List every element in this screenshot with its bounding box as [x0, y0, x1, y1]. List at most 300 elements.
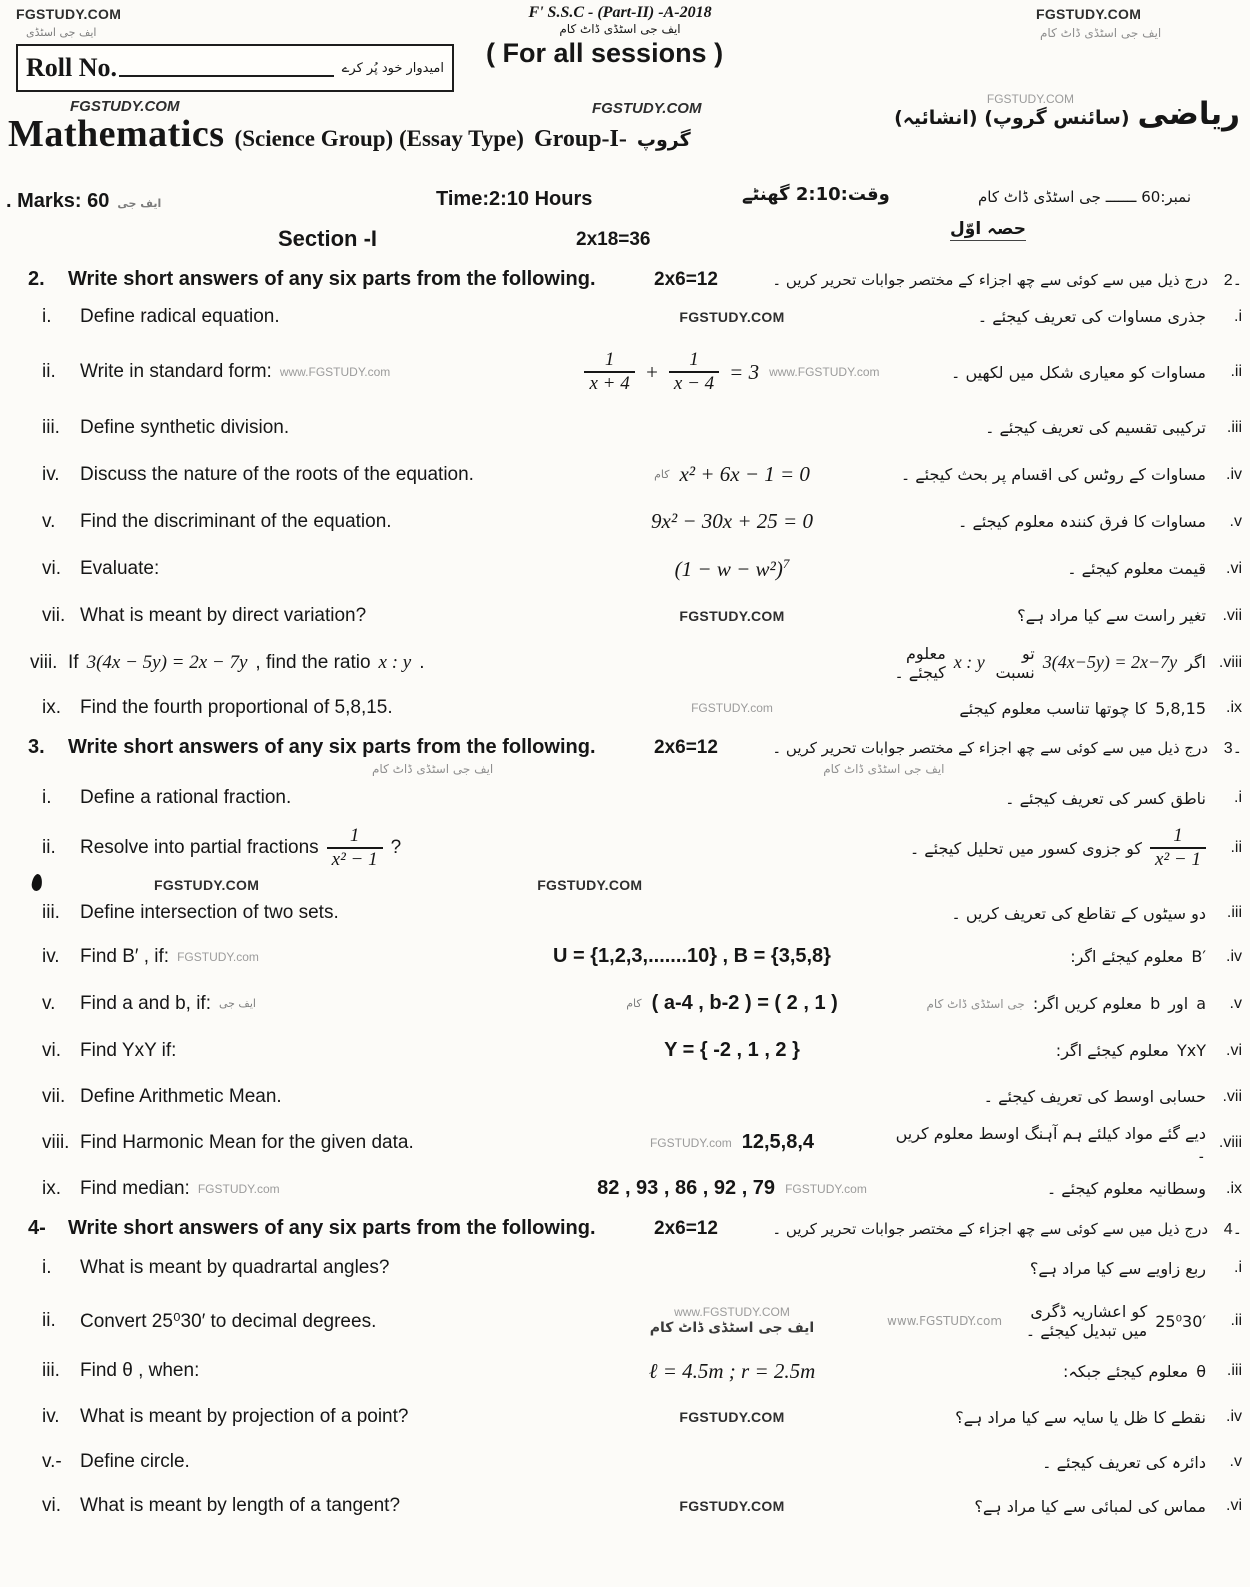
part-text-ur: مساوات کے روٹس کی اقسام پر بحث کیجئے ۔	[900, 465, 1206, 484]
part-text-ur: مساوات کو معیاری شکل میں لکھیں ۔	[951, 362, 1206, 382]
fraction	[669, 349, 719, 395]
time-allowed: Time:2:10 Hours	[436, 188, 593, 210]
exam-code-urdu: ایف جی اسٹڈی ڈاٹ کام	[559, 22, 681, 36]
numerator: 1	[349, 825, 360, 847]
part-english	[4, 464, 577, 486]
part-urdu	[887, 606, 1246, 625]
part-num: i.	[42, 787, 52, 808]
part-urdu	[887, 1362, 1246, 1381]
q4-part-ii	[4, 1294, 1246, 1348]
watermark-urdu-top-right: ایف جی اسٹڈی ڈاٹ کام	[1040, 26, 1162, 40]
part-english	[4, 1360, 577, 1382]
part-english	[4, 1451, 577, 1473]
part-num: v.	[42, 510, 56, 532]
part-english	[4, 946, 497, 968]
part-math	[577, 1131, 887, 1154]
part-text-ur: معلوم کیجئے ۔	[894, 643, 946, 682]
part-num-ur: i.	[1233, 307, 1242, 325]
watermark-stack	[650, 1305, 814, 1336]
part-num-ur: i.	[1233, 1259, 1242, 1276]
watermark-fgstudy-row-mid: FGSTUDY.COM	[592, 100, 702, 117]
part-num-ur: iv.	[1225, 1408, 1242, 1425]
part-urdu	[887, 789, 1246, 808]
watermark-row	[4, 761, 1246, 777]
part-text-en: Find YxY if:	[80, 1039, 177, 1061]
watermark-fgstudy-top-left: FGSTUDY.COM	[16, 6, 122, 22]
q3-part-ii	[4, 819, 1246, 877]
part-num: iii.	[42, 1360, 60, 1381]
part-num: iv.	[42, 463, 60, 485]
part-num: iii.	[42, 902, 60, 923]
part-urdu	[887, 699, 1246, 718]
part-text-en: Find the fourth proportional of 5,8,15.	[80, 697, 393, 718]
part-math	[577, 509, 887, 534]
part-num: vi.	[42, 557, 61, 579]
watermark-fgstudy: FGSTUDY.COM	[679, 1498, 785, 1514]
q2-part-vii	[4, 592, 1246, 639]
fraction	[327, 825, 383, 871]
math-expression: ( a-4 , b-2 ) = ( 2 , 1 )	[651, 992, 838, 1014]
paper-title-urdu	[890, 96, 1240, 132]
part-num: iv.	[42, 945, 60, 967]
part-text-en: What is meant by direct variation?	[80, 604, 367, 626]
roll-no-label: Roll No.	[26, 53, 117, 82]
part-text-ur: مماس کی لمبائی سے کیا مراد ہے؟	[974, 1496, 1206, 1516]
part-text-ur: معلوم کیجئے اگر:	[1070, 947, 1184, 966]
watermark-fgstudy-top-right: FGSTUDY.COM	[1036, 6, 1142, 22]
exam-code: F' S.S.C - (Part-II) -A-2018	[528, 4, 712, 21]
part-num-ur: v.	[1229, 1453, 1242, 1470]
q3-part-i	[4, 777, 1246, 819]
math-symbol: YxY	[1176, 1041, 1206, 1060]
part-text-ur: قیمت معلوم کیجئے ۔	[1067, 559, 1206, 578]
part-urdu	[887, 1087, 1246, 1106]
part-urdu	[887, 947, 1246, 966]
part-text-ur: تغیر راست سے کیا مراد ہے؟	[1017, 606, 1206, 625]
part-num-ur: viii.	[1218, 653, 1242, 671]
part-text-ur: دیے گئے مواد کیلئے ہم آہنگ اوسط معلوم کریں ۔	[895, 1123, 1206, 1162]
part-num: iii.	[42, 416, 60, 438]
part-english	[4, 605, 577, 627]
watermark-fgstudy: FGSTUDY.COM	[154, 877, 260, 893]
part-math	[577, 556, 887, 582]
paper-title-group-number: Group-I-	[533, 126, 627, 152]
math-data-values: 12,5,8,4	[741, 1131, 815, 1153]
q3-part-vi	[4, 1027, 1246, 1074]
denominator: x² − 1	[327, 847, 383, 871]
marks-urdu-tag: ایف جی	[117, 197, 162, 210]
q2-part-ix	[4, 686, 1246, 730]
question-instruction: Write short answers of any six parts from the following.	[68, 268, 596, 290]
operator: +	[644, 359, 659, 384]
watermark-urdu-site: ایف جی اسٹڈی ڈاٹ کام	[372, 762, 494, 776]
paper-title-group-urdu: گروپ	[636, 129, 691, 151]
math-symbol: a	[1196, 994, 1206, 1013]
math-ratio: x : y	[953, 652, 985, 672]
part-text-en: If	[68, 651, 79, 673]
roll-no-blank-field[interactable]	[119, 55, 334, 77]
math-expression: 3(4x − 5y) = 2x − 7y	[86, 651, 248, 673]
part-num-ur: vi.	[1225, 1497, 1242, 1514]
part-num: vi.	[42, 1039, 61, 1061]
math-exponent: 7	[782, 555, 790, 571]
part-english	[4, 1086, 577, 1108]
part-urdu	[887, 1302, 1246, 1340]
part-num: viii.	[30, 651, 58, 673]
numerator: 1	[604, 349, 615, 371]
q2-part-iv	[4, 451, 1246, 498]
part-num: v.	[42, 992, 56, 1014]
part-num-ur: vii.	[1222, 606, 1242, 624]
part-text-ur: ترکیبی تقسیم کی تعریف کیجئے ۔	[985, 418, 1206, 437]
question-marks: 2x6=12	[654, 1218, 718, 1239]
denominator: x² − 1	[1150, 847, 1206, 871]
math-expression: 9x² − 30x + 25 = 0	[651, 509, 813, 533]
watermark-urdu-kaam: کام	[654, 468, 670, 481]
watermark-fgstudy: FGSTUDY.COM	[679, 308, 785, 325]
roll-no-urdu-note: امیدوار خود پُر کرے	[341, 60, 444, 76]
part-num-ur: iii.	[1226, 904, 1242, 921]
part-text-ur: وسطانیہ معلوم کیجئے ۔	[1046, 1179, 1206, 1198]
part-english	[4, 825, 577, 871]
part-num-ur: viii.	[1218, 1133, 1242, 1151]
part-num-ur: iii.	[1226, 1362, 1242, 1379]
part-text-en: Define radical equation.	[80, 305, 280, 327]
part-urdu	[887, 363, 1246, 382]
part-english	[4, 511, 577, 533]
part-text-en: Find a and b, if:	[80, 992, 211, 1014]
part-num: v.-	[42, 1451, 62, 1472]
part-num-ur: ix.	[1225, 699, 1242, 716]
math-ratio: x : y	[378, 651, 412, 673]
question-number-urdu: ۔3	[1223, 740, 1242, 757]
part-english	[4, 993, 577, 1015]
part-urdu	[887, 1041, 1246, 1060]
watermark-www: www.FGSTUDY.com	[279, 365, 391, 379]
exam-code-block	[452, 4, 788, 36]
part-math	[577, 608, 887, 624]
sessions-label: ( For all sessions )	[486, 38, 724, 68]
marks-label: . Marks: 60	[6, 190, 110, 212]
question-number-urdu: ۔4	[1223, 1221, 1242, 1238]
question-4-heading	[4, 1217, 1246, 1240]
q4-part-iii	[4, 1348, 1246, 1394]
q4-part-vi	[4, 1484, 1246, 1528]
math-expression	[675, 556, 790, 582]
part-text-ur: نقطے کا ظل یا سایہ سے کیا مراد ہے؟	[955, 1407, 1206, 1427]
part-english	[4, 361, 577, 383]
watermark-fgstudy-small: FGSTUDY.com	[177, 949, 259, 964]
part-math	[577, 1359, 887, 1384]
part-num: vii.	[42, 604, 66, 626]
q3-part-ix	[4, 1166, 1246, 1211]
part-math	[577, 992, 887, 1015]
part-text-en: Write in standard form:	[80, 361, 272, 382]
part-num: ix.	[42, 697, 61, 718]
math-expression: U = {1,2,3,.......10} , B = {3,5,8}	[553, 945, 831, 967]
part-num-ur: v.	[1229, 512, 1242, 530]
math-data-values: 82 , 93 , 86 , 92 , 79	[597, 1177, 776, 1199]
question-instruction-urdu-text: درج ذیل میں سے کوئی سے چھ اجزاء کے مختصر جوابات تحریر کریں ۔	[772, 1220, 1208, 1238]
part-text-en: Evaluate:	[80, 557, 160, 579]
part-english	[4, 1310, 577, 1333]
math-expression: ℓ = 4.5m ; r = 2.5m	[648, 1358, 816, 1383]
math-expression: Y = { -2 , 1 , 2 }	[664, 1039, 800, 1061]
paper-title-subject: Mathematics	[8, 113, 225, 155]
q2-part-i	[4, 293, 1246, 340]
part-text-ur: دو سیٹوں کے تقاطع کی تعریف کریں ۔	[951, 903, 1206, 923]
part-urdu	[887, 1408, 1246, 1427]
part-urdu	[887, 1124, 1246, 1162]
part-math	[577, 349, 887, 395]
part-urdu	[887, 1497, 1246, 1516]
question-number: 3.	[28, 736, 45, 758]
part-text-ur: کا چوتھا تناسب معلوم کیجئے	[959, 698, 1148, 718]
part-english	[4, 417, 577, 439]
part-math	[577, 462, 887, 487]
question-instruction-urdu	[742, 270, 1246, 290]
part-num: ii.	[42, 361, 56, 382]
part-math	[577, 1177, 887, 1200]
part-num: vi.	[42, 1495, 61, 1516]
watermark-fgstudy-row-left: FGSTUDY.COM	[70, 98, 180, 115]
part-num-ur: iv.	[1225, 465, 1242, 483]
part-text-en: Define intersection of two sets.	[80, 902, 339, 923]
part-text-ur: جذری مساوات کی تعریف کیجئے ۔	[977, 307, 1206, 326]
question-instruction-urdu	[742, 738, 1246, 758]
q2-part-vi	[4, 545, 1246, 592]
section-marks: 2x18=36	[576, 229, 651, 250]
part-num-ur: v.	[1229, 994, 1242, 1012]
part-english	[4, 306, 577, 328]
part-num-ur: iii.	[1226, 418, 1242, 436]
watermark-urdu-efji: ایف جی	[218, 997, 256, 1010]
part-text-ur: کو جزوی کسور میں تحلیل کیجئے ۔	[909, 838, 1143, 858]
part-num: ii.	[42, 1310, 56, 1331]
part-text-ur: معلوم کیجئے جبکہ:	[1062, 1361, 1189, 1381]
watermark-fgstudy-small: FGSTUDY.com	[691, 701, 773, 715]
question-instruction-urdu-text: درج ذیل میں سے کوئی سے چھ اجزاء کے مختصر جوابات تحریر کریں ۔	[772, 271, 1208, 289]
part-urdu	[887, 418, 1246, 437]
part-urdu	[887, 307, 1246, 326]
roll-no-box	[16, 44, 454, 92]
part-text-en: Define a rational fraction.	[80, 787, 292, 808]
part-urdu	[887, 512, 1246, 531]
fraction	[1150, 825, 1206, 871]
watermark-urdu-site: ایف جی اسٹڈی ڈاٹ کام	[823, 762, 945, 776]
questions-area	[0, 268, 1250, 1528]
part-text-ur: اگر	[1185, 653, 1206, 672]
marks-total-urdu: نمبر:60 ـــــــ جی اسٹڈی ڈاٹ کام	[978, 188, 1192, 206]
q4-part-i	[4, 1242, 1246, 1294]
part-math	[497, 945, 887, 968]
watermark-urdu-site-short: جی اسٹڈی ڈاٹ کام	[926, 996, 1025, 1011]
fraction	[584, 349, 634, 395]
part-urdu	[887, 559, 1246, 578]
part-num-ur: vi.	[1225, 1041, 1242, 1059]
math-symbol-theta: θ	[1196, 1361, 1206, 1381]
part-english	[4, 652, 595, 674]
part-num-ur: vi.	[1225, 559, 1242, 577]
part-math	[577, 1498, 887, 1514]
question-marks: 2x6=12	[654, 269, 718, 290]
part-text-en: , find the ratio	[255, 651, 371, 673]
q4-part-iv	[4, 1394, 1246, 1440]
part-math	[577, 1039, 887, 1062]
math-expression: 3(4x−5y) = 2x−7y	[1042, 652, 1178, 672]
part-num: ix.	[42, 1177, 61, 1199]
part-text-en: Find the discriminant of the equation.	[80, 510, 392, 532]
denominator: x + 4	[584, 371, 634, 395]
q2-part-iii	[4, 404, 1246, 451]
part-urdu	[887, 825, 1246, 871]
marks-total	[6, 190, 161, 213]
section-heading: Section -I	[278, 226, 378, 251]
part-text-ur: ناطق کسر کی تعریف کیجئے ۔	[1005, 788, 1206, 808]
part-text-en: Find median:	[80, 1177, 190, 1199]
part-text-en: Convert 25⁰30′ to decimal degrees.	[80, 1310, 377, 1332]
watermark-www: www.FGSTUDY.com	[887, 1314, 1003, 1328]
paper-title-urdu-main: ریاضی	[1137, 96, 1240, 132]
equation-rhs: = 3	[729, 359, 760, 384]
part-text-en: Define Arithmetic Mean.	[80, 1085, 282, 1107]
part-english	[4, 1495, 577, 1517]
part-num-ur: ii.	[1230, 363, 1242, 380]
part-urdu	[887, 904, 1246, 923]
part-text-ur: مساوات کا فرق کنندہ معلوم کیجئے ۔	[957, 512, 1206, 531]
math-angle-value: 25⁰30′	[1155, 1311, 1206, 1331]
paper-title-groups: (Science Group) (Essay Type)	[234, 126, 524, 151]
watermark-www: www.FGSTUDY.com	[769, 365, 880, 379]
paper-title	[8, 112, 691, 156]
part-math	[577, 1409, 887, 1425]
part-text-en: Find θ , when:	[80, 1360, 200, 1381]
part-num: viii.	[42, 1131, 70, 1153]
part-math	[577, 309, 887, 325]
part-math	[577, 701, 887, 715]
part-text-ur: ربع زاویے سے کیا مراد ہے؟	[1029, 1258, 1206, 1278]
watermark-fgstudy: FGSTUDY.COM	[537, 877, 643, 893]
part-text-en: What is meant by length of a tangent?	[80, 1495, 401, 1516]
part-urdu	[887, 465, 1246, 484]
part-text-ur: معلوم کریں اگر:	[1032, 994, 1143, 1013]
q3-part-iv	[4, 933, 1246, 980]
watermark-urdu-site-dark: ایف جی اسٹڈی ڈاٹ کام	[649, 1319, 815, 1336]
part-math	[577, 1305, 887, 1336]
section-one-urdu: حصہ اوّل	[950, 219, 1027, 239]
part-text-ur: اور	[1168, 994, 1189, 1013]
part-text-ur: کو اعشاریہ ڈگری میں تبدیل کیجئے ۔	[1025, 1302, 1148, 1340]
watermark-urdu-scribble: ایف جی اسٹڈی	[26, 26, 97, 39]
part-english	[4, 1178, 577, 1200]
part-english	[4, 1040, 577, 1062]
part-text-en: Define circle.	[80, 1451, 190, 1472]
question-number-urdu: ۔2	[1223, 272, 1242, 289]
math-symbol: B′	[1191, 947, 1206, 966]
math-symbol: b	[1150, 994, 1161, 1013]
watermark-fgstudy-title-overlay: FGSTUDY.COM	[986, 92, 1074, 106]
watermark-www-caps: www.FGSTUDY.COM	[674, 1305, 790, 1320]
part-num: iv.	[42, 1406, 60, 1427]
part-num-ur: vii.	[1222, 1087, 1242, 1105]
q2-part-v	[4, 498, 1246, 545]
part-text-ur: حسابی اوسط کی تعریف کیجئے ۔	[983, 1087, 1206, 1106]
part-text-en: Discuss the nature of the roots of the equation.	[80, 463, 474, 485]
q3-part-viii	[4, 1119, 1246, 1166]
part-english	[4, 787, 577, 809]
part-english	[4, 902, 577, 924]
q2-part-ii	[4, 340, 1246, 404]
part-text-en: What is meant by quadrartal angles?	[80, 1257, 390, 1278]
part-urdu	[875, 644, 1246, 682]
part-urdu	[887, 1179, 1246, 1198]
part-text-en: What is meant by projection of a point?	[80, 1406, 409, 1427]
part-num-ur: iv.	[1225, 947, 1242, 965]
question-marks: 2x6=12	[654, 737, 718, 758]
part-text-en: Resolve into partial fractions	[80, 837, 319, 858]
denominator: x − 4	[669, 371, 719, 395]
part-text-en: Find Harmonic Mean for the given data.	[80, 1131, 414, 1153]
question-number: 4-	[28, 1217, 46, 1239]
math-expression: x² + 6x − 1 = 0	[679, 462, 810, 486]
q2-part-viii	[4, 639, 1246, 686]
part-num-ur: ii.	[1230, 839, 1242, 856]
part-num-ur: ix.	[1225, 1179, 1242, 1197]
numerator: 1	[689, 349, 699, 371]
part-text-ur: معلوم کیجئے اگر:	[1055, 1041, 1169, 1060]
part-text-en: .	[419, 651, 425, 673]
part-num-ur: ii.	[1230, 1312, 1242, 1329]
part-text-ur: دائرہ کی تعریف کیجئے ۔	[1042, 1452, 1206, 1472]
question-number: 2.	[28, 268, 45, 290]
q3-part-v	[4, 980, 1246, 1027]
watermark-fgstudy-small: FGSTUDY.com	[785, 1181, 867, 1196]
part-english	[4, 1257, 577, 1279]
part-text-en: ?	[390, 837, 402, 858]
watermark-urdu-kaam: کام	[626, 997, 642, 1010]
watermark-fgstudy: FGSTUDY.COM	[679, 607, 785, 624]
math-numbers: 5,8,15	[1155, 698, 1206, 718]
part-num: ii.	[42, 837, 56, 858]
part-text-en: Define synthetic division.	[80, 416, 290, 438]
part-english	[4, 1132, 577, 1154]
numerator: 1	[1173, 825, 1183, 847]
watermark-row	[4, 877, 1246, 893]
question-instruction: Write short answers of any six parts from the following.	[68, 1217, 596, 1239]
question-instruction: Write short answers of any six parts from the following.	[68, 736, 596, 758]
part-english	[4, 558, 577, 580]
q4-part-v	[4, 1440, 1246, 1484]
question-instruction-urdu	[742, 1219, 1246, 1239]
question-instruction-urdu-text: درج ذیل میں سے کوئی سے چھ اجزاء کے مختصر جوابات تحریر کریں ۔	[772, 739, 1208, 757]
part-num-ur: i.	[1233, 789, 1242, 806]
watermark-fgstudy-small: FGSTUDY.com	[197, 1181, 280, 1196]
part-urdu	[887, 1259, 1246, 1278]
question-2-heading	[4, 268, 1246, 291]
part-english	[4, 1406, 577, 1428]
paper-title-urdu-sub: (سائنس گروپ) (انشائیہ)	[894, 107, 1130, 129]
part-num: i.	[42, 305, 52, 327]
math-base: (1 − w − w²)	[674, 556, 783, 581]
part-urdu	[887, 1453, 1246, 1472]
q3-part-iii	[4, 893, 1246, 933]
watermark-fgstudy-small: FGSTUDY.com	[649, 1135, 732, 1150]
part-english	[4, 697, 577, 719]
question-3-heading	[4, 736, 1246, 759]
part-urdu	[887, 994, 1246, 1013]
header	[0, 0, 1250, 262]
part-num: i.	[42, 1257, 52, 1278]
